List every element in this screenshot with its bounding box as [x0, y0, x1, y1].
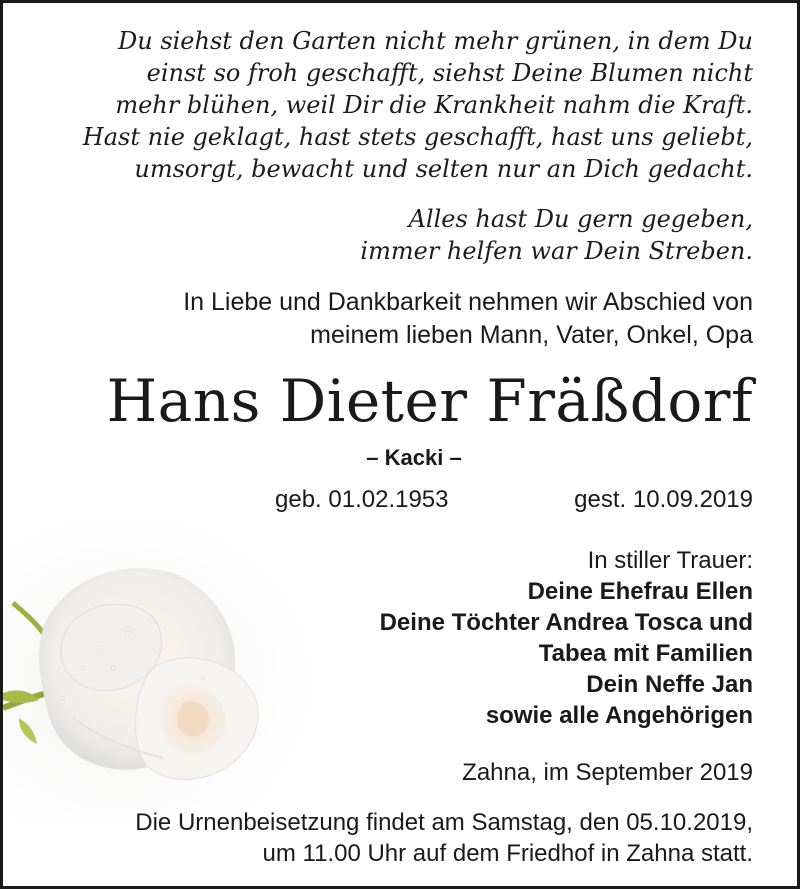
death-date: gest. 10.09.2019 [574, 486, 753, 513]
poem-couplet [53, 203, 753, 267]
white-rose-image [3, 518, 343, 818]
mourner-entry: Deine Ehefrau Ellen [527, 578, 753, 605]
couplet-line: Alles hast Du gern gegeben, [408, 205, 753, 233]
farewell-intro [183, 286, 753, 352]
funeral-line: um 11.00 Uhr auf dem Friedhof in Zahna statt. [262, 840, 753, 867]
mourner-entry: Tabea mit Familien [538, 640, 753, 667]
poem [53, 25, 753, 185]
funeral-line: Die Urnenbeisetzung findet am Samstag, den 05.10.2019, [135, 809, 753, 836]
mourner-entry: Deine Töchter Andrea Tosca und [379, 609, 753, 636]
poem-line: einst so froh geschafft, siehst Deine Blumen nicht [146, 59, 753, 87]
deceased-nickname: – Kacki – [366, 445, 462, 470]
place-and-date: Zahna, im September 2019 [462, 759, 753, 786]
mourners-heading: In stiller Trauer: [587, 547, 753, 574]
intro-line: meinem lieben Mann, Vater, Onkel, Opa [310, 321, 753, 349]
mourners-list [380, 545, 753, 731]
poem-line: Hast nie geklagt, hast stets geschafft, hast uns geliebt, [82, 123, 753, 151]
poem-line: mehr blühen, weil Dir die Krankheit nahm die Kraft. [115, 91, 753, 119]
couplet-line: immer helfen war Dein Streben. [360, 237, 753, 265]
mourner-entry: sowie alle Angehörigen [485, 702, 753, 729]
intro-line: In Liebe und Dankbarkeit nehmen wir Abschied von [183, 288, 753, 316]
deceased-name: Hans Dieter Fräßdorf [106, 367, 753, 435]
mourner-entry: Dein Neffe Jan [586, 671, 753, 698]
poem-line: umsorgt, bewacht und selten nur an Dich gedacht. [134, 155, 753, 183]
poem-line: Du siehst den Garten nicht mehr grünen, in dem Du [117, 27, 753, 55]
funeral-info [135, 807, 753, 869]
birth-date: geb. 01.02.1953 [275, 486, 449, 513]
